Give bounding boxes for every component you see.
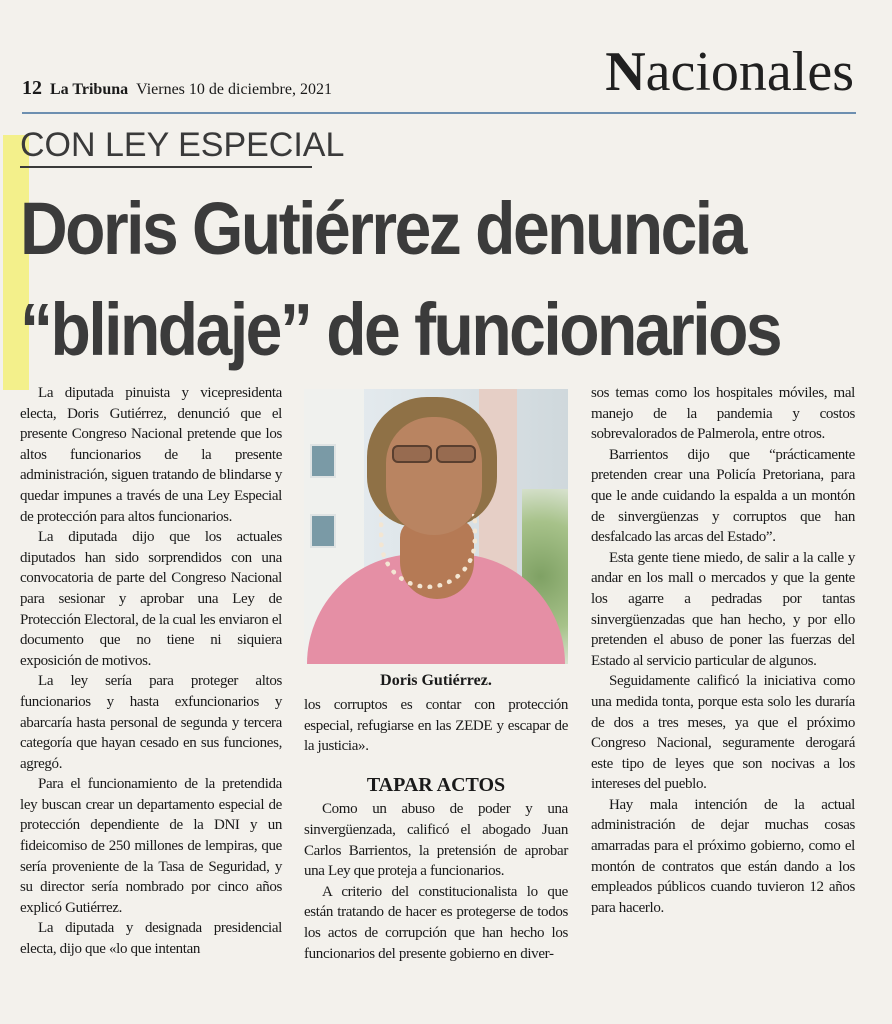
column-2: [304, 695, 568, 964]
headline-line-1: Doris Gutiérrez denuncia: [20, 186, 745, 270]
issue-date: Viernes 10 de diciembre, 2021: [136, 81, 332, 98]
paragraph: sos temas como los hospitales móviles, mal manejo de la pandemia y costos sobrevalorados de Palmerola, entre otros.: [591, 385, 855, 443]
article-photo: [304, 389, 568, 664]
column-3: [591, 383, 855, 918]
paragraph: Para el funcionamiento de la pretendida ley buscan crear un departamento especial de protección dependiente de la DNI y un fideicomiso de 250 millones de lempiras, que sería proveniente de la Tasa de Seguridad, y su director sería nombrado por cinco años explicó Gutiérrez.: [20, 776, 282, 916]
paragraph: Esta gente tiene miedo, de salir a la calle y andar en los mall o mercados y que la gente los agarre a pedradas por tantas sinvergüenzadas que han hecho, y por ello pretenden el abuso de poner las fuerzas del Estado al servicio particular de algunos.: [591, 549, 855, 669]
paragraph: Barrientos dijo que “prácticamente pretenden crear una Policía Pretoriana, para que le ande cuidando la espalda a un montón de sinvergüenzas y corruptos que han desfalcado las arcas del Estado”.: [591, 446, 855, 546]
paragraph: La diputada y designada presidencial electa, dijo que «lo que intentan: [20, 920, 282, 958]
paragraph: Hay mala intención de la actual administración de dejar muchas cosas amarradas para el próximo gobierno, como el montón de contratos que están dando a los empleados públicos cuando tuvieron 12 años para hacerlo.: [591, 796, 855, 916]
page-number: 12: [22, 77, 42, 99]
kicker: CON LEY ESPECIAL: [20, 124, 312, 168]
section-title: Nacionales: [605, 41, 854, 103]
paragraph: Como un abuso de poder y una sinvergüenzada, calificó el abogado Juan Carlos Barrientos, la pretensión de aprobar una Ley que proteja a funcionarios.: [304, 801, 568, 880]
paragraph: Seguidamente calificó la iniciativa como una medida tonta, porque esta solo les duraría de dos a tres meses, ya que el próximo Congreso Nacional, seguramente derogará este tipo de leyes que son nocivas a los intereses del pueblo.: [591, 673, 855, 793]
subheading: TAPAR ACTOS: [366, 773, 506, 796]
paragraph: los corruptos es contar con protección especial, refugiarse en las ZEDE y escapar de la justicia».: [304, 697, 568, 755]
paragraph: La diputada pinuista y vicepresidenta electa, Doris Gutiérrez, denunció que el presente Congreso Nacional pretende que los altos funcionarios de la presente administración, siguen tratando de blindarse y quedar impunes a través de una Ley Especial de protección para altos funcionarios.: [20, 385, 282, 525]
paragraph: La ley sería para proteger altos funcionarios y hasta exfuncionarios y abarcaría hasta personal de segunda y tercera categoría que hayan cesado en sus funciones, agregó.: [20, 673, 282, 772]
column-1: [20, 383, 282, 960]
photo-caption: Doris Gutiérrez.: [380, 672, 492, 689]
paragraph: A criterio del constitucionalista lo que están tratando de hacer es protegerse de todos los actos de corrupción que han hecho los funcionarios del presente gobierno en diver-: [304, 883, 568, 962]
paragraph: La diputada dijo que los actuales diputados han sido sorprendidos con una convocatoria de parte del Congreso Nacional para sesionar y aprobar una Ley de Protección Electoral, de la cual les enviaron el documento que no tiene ni siquiera exposición de motivos.: [20, 529, 282, 669]
headline: [20, 178, 856, 380]
page-folio: [22, 77, 332, 100]
headline-line-2: “blindaje” de funcionarios: [20, 287, 781, 371]
paper-name: La Tribuna: [50, 81, 129, 98]
header-rule: [22, 112, 856, 114]
